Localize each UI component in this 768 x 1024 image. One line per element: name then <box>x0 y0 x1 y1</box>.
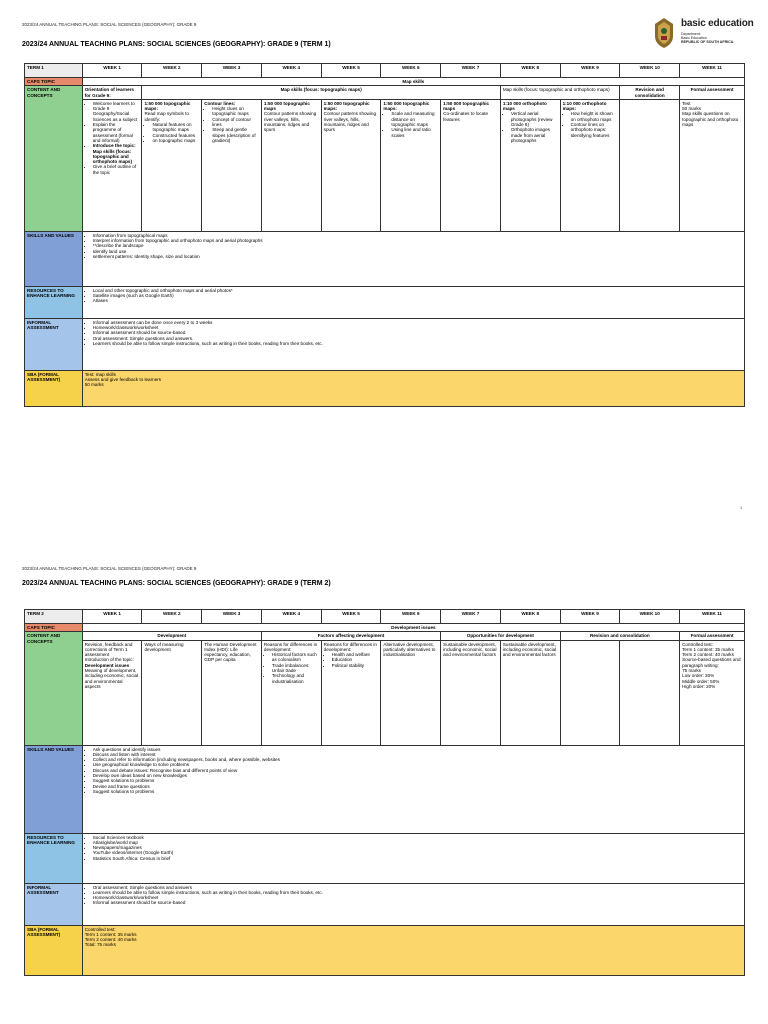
informal-label: INFORMAL ASSESSMENT <box>25 318 83 370</box>
content-group-opportunities: Opportunities for development <box>441 632 560 640</box>
caps-topic-value: Map skills <box>82 78 744 86</box>
content-cell-week-7: 1:50 000 topographic maps Co-ordinates to locate features <box>441 99 501 231</box>
content-cell-week-11: Test 50 marks Map skills questions on topographic and orthophoto maps <box>680 99 745 231</box>
week-header: WEEK 10 <box>620 610 680 624</box>
content-group-factors: Factors affecting development <box>261 632 440 640</box>
logo-brand-text: basic education <box>681 18 754 29</box>
content-cell-week-1: Revision, feedback and corrections of Term 1 assessment Introduction of the topic: Development issues Meaning of development, including economic, social and environmental aspects <box>82 640 142 745</box>
caps-topic-row <box>25 624 745 632</box>
informal-row <box>25 883 745 925</box>
term-1-plan-table <box>24 63 745 407</box>
week-header: WEEK 11 <box>680 64 745 78</box>
content-cell-week-10 <box>620 99 680 231</box>
content-label: CONTENT AND CONCEPTS <box>25 632 83 745</box>
sba-details: Test: map skills Assess and give feedback to learners 50 marks <box>82 370 744 406</box>
term-label: TERM 2 <box>25 610 83 624</box>
content-group-development: Development <box>82 632 261 640</box>
caps-topic-label: CAPS TOPIC <box>25 624 83 632</box>
week-header: WEEK 5 <box>321 64 381 78</box>
skills-list: • Ask questions and identify issues • Discuss and listen with interest • Collect and refer to information (including newspapers, books and, where possible, websites • Use geographical knowledge to solve problems • Discuss and debate issues: Recognise bias and different points of view • Develop own ideas based on new knowledges • Suggest solutions to problems • Devise and frame questions • Suggest solutions to problems <box>82 745 744 833</box>
content-group-formal: Formal assessment <box>680 632 745 640</box>
sba-details: Controlled test: Term 1 content: 35 marks Term 2 content: 40 marks Total: 75 marks <box>82 925 744 975</box>
informal-list: • Oral assessment: Simple questions and answers • Learners should be able to follow simple instructions, such as writing in their books, reading from their books, etc. • Homework/classwork/worksheet • Informal assessment should be source-based <box>82 883 744 925</box>
content-group-orientation: Orientation of learners for Grade 9: <box>82 86 142 100</box>
content-detail-row <box>25 99 745 231</box>
content-group-revision: Revision and consolidation <box>620 86 680 100</box>
content-cell-week-6: 1:50 000 topographic maps: • Scale and measuring distance on topographic maps • Using line and ratio scales <box>381 99 441 231</box>
sba-row <box>25 370 745 406</box>
informal-label: INFORMAL ASSESSMENT <box>25 883 83 925</box>
week-header: WEEK 3 <box>202 610 262 624</box>
week-header: WEEK 10 <box>620 64 680 78</box>
week-header: WEEK 6 <box>381 64 441 78</box>
skills-row <box>25 745 745 833</box>
caps-topic-row <box>25 78 745 86</box>
resources-label: RESOURCES TO ENHANCE LEARNING <box>25 833 83 883</box>
sba-label: SBA (FORMAL ASSESSMENT) <box>25 925 83 975</box>
running-header: 2023/24 ANNUAL TEACHING PLANS: SOCIAL SCIENCES (GEOGRAPHY): GRADE 9 <box>22 566 197 571</box>
caps-topic-value: Development issues <box>82 624 744 632</box>
content-cell-week-4: 1:50 000 topographic maps Contour patterns showing river valleys, hills, mountains, ridges and spurs <box>261 99 321 231</box>
content-cell-week-9 <box>560 640 620 745</box>
term-label: TERM 1 <box>25 64 83 78</box>
week-header: WEEK 4 <box>261 610 321 624</box>
content-group-row <box>25 86 745 100</box>
content-cell-week-8: Sustainable development, including economic, social and environmental factors <box>500 640 560 745</box>
week-header: WEEK 2 <box>142 64 202 78</box>
content-label: CONTENT AND CONCEPTS <box>25 86 83 232</box>
content-detail-row <box>25 640 745 745</box>
content-cell-week-9: 1:10 000 orthophoto maps: • How height is shown on orthophoto maps • Contour lines on orthophoto maps: Identifying features <box>560 99 620 231</box>
content-cell-week-2: 1:50 000 topographic maps: Read map symbols to identify: • Natural features on topographic maps • Constructed features • on topographic maps <box>142 99 202 231</box>
informal-list: • Informal assessment can be done once every 2 to 3 weeks • Homework/classwork/worksheet • Informal assessment should be source-based • Oral assessment: Simple questions and answers. • Learners should be able to follow simple instructions, such as writing in their books, reading from their books, etc. <box>82 318 744 370</box>
content-cell-week-5: 1:50 000 topographic maps: Contour patterns showing river valleys, hills, mountains, ridges and spurs <box>321 99 381 231</box>
caps-topic-label: CAPS TOPIC <box>25 78 83 86</box>
skills-row <box>25 231 745 286</box>
coat-of-arms-icon <box>651 16 677 50</box>
content-cell-week-4: Reasons for differences in development: • Historical factors such as colonialism • Trade imbalances: Unfair trade • Technology and industrialisation <box>261 640 321 745</box>
week-header: WEEK 9 <box>560 610 620 624</box>
resources-row <box>25 833 745 883</box>
content-cell-week-3: Contour lines: • Height clues on topographic maps • Concept of contour lines • Steep and gentle slopes (description of gradient) <box>202 99 262 231</box>
week-header: WEEK 8 <box>500 64 560 78</box>
skills-list: • Information from topographical maps • Interpret information from topographic and orthophoto maps and aerial photographs • **describe the landscape • Identify land use • settlement patterns: Identity shape, size and location <box>82 231 744 286</box>
week-header: WEEK 1 <box>82 64 142 78</box>
week-header: WEEK 3 <box>202 64 262 78</box>
page-number: 1 <box>740 505 743 510</box>
week-header: WEEK 4 <box>261 64 321 78</box>
content-cell-week-5: Reasons for differences in development: • Health and welfare • Education • Political stability <box>321 640 381 745</box>
week-header: WEEK 6 <box>381 610 441 624</box>
resources-row <box>25 286 745 318</box>
week-header-row <box>25 64 745 78</box>
week-header: WEEK 8 <box>500 610 560 624</box>
content-group-formal: Formal assessment <box>680 86 745 100</box>
term-2-plan-table <box>24 609 745 976</box>
sba-label: SBA (FORMAL ASSESSMENT) <box>25 370 83 406</box>
week-header: WEEK 7 <box>441 610 501 624</box>
skills-label: SKILLS AND VALUES <box>25 231 83 286</box>
content-cell-week-8: 1:10 000 orthophoto maps • Vertical aerial photographs (review Grade 8) • Orthophoto images made from aerial photographs <box>500 99 560 231</box>
resources-label: RESOURCES TO ENHANCE LEARNING <box>25 286 83 318</box>
page-title: 2023/24 ANNUAL TEACHING PLANS: SOCIAL SCIENCES (GEOGRAPHY): GRADE 9 (TERM 1) <box>22 41 331 48</box>
resources-list: • Local and other topographic and orthophoto maps and aerial photos* • Satellite images (such as Google Earth) • Atlases <box>82 286 744 318</box>
department-logo <box>651 16 768 56</box>
page-title: 2023/24 ANNUAL TEACHING PLANS: SOCIAL SCIENCES (GEOGRAPHY): GRADE 9 (TERM 2) <box>22 580 331 587</box>
sba-row <box>25 925 745 975</box>
content-group-topographic: Map skills (focus: topographic maps) <box>142 86 500 100</box>
page-term-2 <box>0 558 768 1024</box>
week-header: WEEK 2 <box>142 610 202 624</box>
week-header: WEEK 11 <box>680 610 745 624</box>
content-cell-week-1: • Welcome learners to Grade 9 Geography/Social Sciences as a subject • Explain the programme of assessment (formal and informal) • Introduce the topic: Map skills (focus: topographic and orthophoto maps) • Give a brief outline of the topic <box>82 99 142 231</box>
content-cell-week-6: Alternative development, particularly alternatives to industrialisation <box>381 640 441 745</box>
content-group-revision: Revision and consolidation <box>560 632 679 640</box>
content-cell-week-2: Ways of measuring development <box>142 640 202 745</box>
week-header: WEEK 1 <box>82 610 142 624</box>
content-cell-week-11: Controlled test: Term 1 content: 35 marks Term 2 content: 40 marks Source-based questions and paragraph writing: 75 marks Low order: 30% Middle order: 50% High order: 20% <box>680 640 745 745</box>
skills-label: SKILLS AND VALUES <box>25 745 83 833</box>
week-header: WEEK 7 <box>441 64 501 78</box>
logo-subtext: Department: Basic Education REPUBLIC OF SOUTH AFRICA <box>681 32 734 44</box>
content-group-orthophoto: Map skills (focus: topographic and orthophoto maps) <box>500 86 619 100</box>
content-cell-week-10 <box>620 640 680 745</box>
informal-row <box>25 318 745 370</box>
week-header: WEEK 9 <box>560 64 620 78</box>
content-group-row <box>25 632 745 640</box>
resources-list: • Social Sciences textbook • Atlas/globe/world map • Newspapers/magazines • YouTube videos/internet (Google Earth) • Statistics South Africa: Census in brief <box>82 833 744 883</box>
week-header-row <box>25 610 745 624</box>
running-header: 2023/24 ANNUAL TEACHING PLANS: SOCIAL SCIENCES (GEOGRAPHY): GRADE 9 <box>22 22 197 27</box>
content-cell-week-7: Sustainable development, including economic, social and environmental factors <box>441 640 501 745</box>
week-header: WEEK 5 <box>321 610 381 624</box>
content-cell-week-3: The Human Development Index (HDI): Life expectancy, education, GDP per capita <box>202 640 262 745</box>
